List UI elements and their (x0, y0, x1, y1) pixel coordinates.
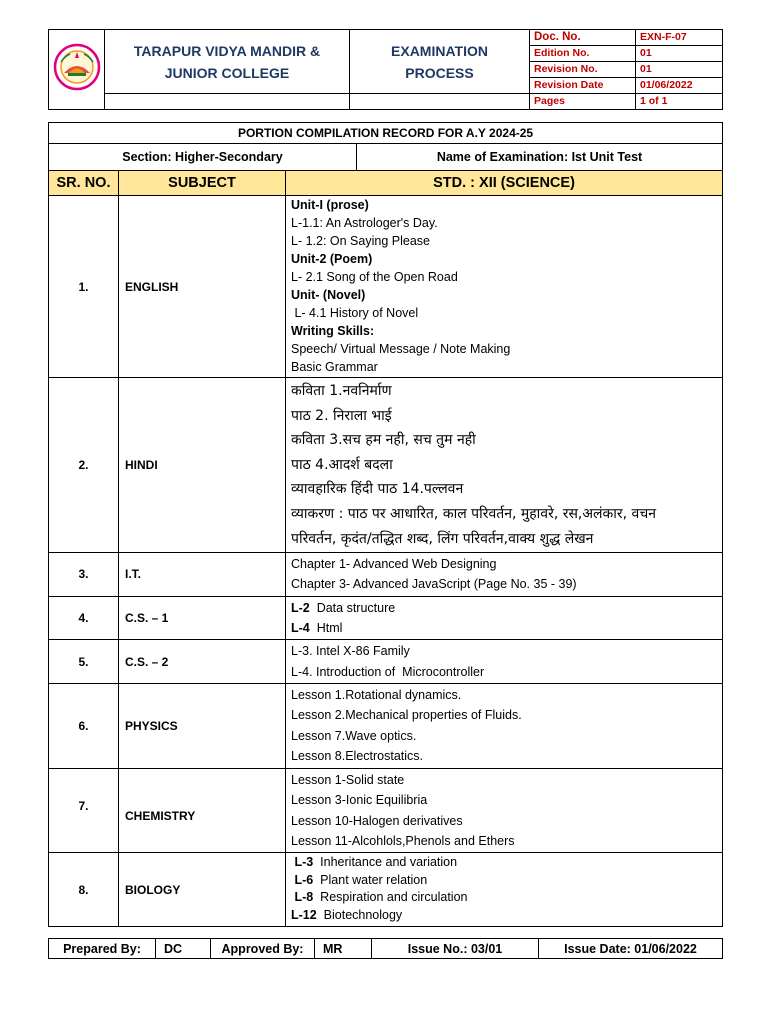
sr-no: 1. (49, 196, 119, 378)
content-line: कविता 3.सच हम नही, सच तुम नही (291, 432, 476, 449)
sr-no: 3. (49, 553, 119, 597)
edition-no-label: Edition No. (530, 46, 636, 62)
subject-name: C.S. – 1 (119, 596, 286, 640)
content-line: Unit-2 (Poem) (291, 252, 373, 266)
content-line: Chapter 1- Advanced Web Designing (291, 557, 497, 572)
content-line: Chapter 3- Advanced JavaScript (Page No. 35 - 39) (291, 577, 577, 592)
subject-name: BIOLOGY (119, 853, 286, 927)
content-line: L-4. Introduction of Microcontroller (291, 664, 485, 679)
content-line: L-3 Inheritance and variation (291, 855, 458, 870)
col-subject: SUBJECT (119, 171, 286, 196)
process-name-cell (350, 30, 530, 94)
approved-by-label: Approved By: (211, 939, 315, 959)
portion-content (286, 553, 723, 597)
school-logo-icon (52, 42, 102, 92)
portion-content (286, 683, 723, 768)
logo-cell (49, 30, 105, 110)
record-title: PORTION COMPILATION RECORD FOR A.Y 2024-25 (49, 123, 723, 144)
content-line: L-2 Data structure (291, 600, 396, 615)
pages-label: Pages (530, 94, 636, 110)
blank-cell-left (105, 94, 350, 110)
content-line: L-3. Intel X-86 Family (291, 644, 410, 659)
portion-content (286, 853, 723, 927)
content-line: Writing Skills: (291, 324, 375, 338)
table-row (49, 553, 723, 597)
blank-cell-right (350, 94, 530, 110)
content-line: Lesson 10-Halogen derivatives (291, 813, 463, 828)
sr-no: 8. (49, 853, 119, 927)
subject-name: C.S. – 2 (119, 640, 286, 684)
portion-record-table (48, 122, 723, 927)
content-line: परिवर्तन, कृदंत/तद्धित शब्द, लिंग परिवर्तन,वाक्य शुद्ध लेखन (291, 530, 594, 547)
subject-name: ENGLISH (119, 196, 286, 378)
process-name-line1: EXAMINATION (391, 42, 488, 59)
content-line: Lesson 1-Solid state (291, 772, 405, 787)
approved-by-value: MR (315, 939, 372, 959)
sr-no: 5. (49, 640, 119, 684)
issue-no: Issue No.: 03/01 (372, 939, 539, 959)
revision-date-label: Revision Date (530, 78, 636, 94)
portion-content (286, 196, 723, 378)
table-row (49, 683, 723, 768)
content-line: पाठ 2. निराला भाई (291, 407, 392, 424)
content-line: व्याकरण : पाठ पर आधारित, काल परिवर्तन, मुहावरे, रस,अलंकार, वचन (291, 505, 656, 522)
portion-content (286, 378, 723, 553)
content-line: L- 4.1 History of Novel (291, 306, 419, 320)
sr-no: 2. (49, 378, 119, 553)
subject-name: I.T. (119, 553, 286, 597)
sr-no: 6. (49, 683, 119, 768)
content-line: Basic Grammar (291, 360, 378, 374)
col-std: STD. : XII (SCIENCE) (286, 171, 723, 196)
content-line: L- 2.1 Song of the Open Road (291, 270, 458, 284)
table-row (49, 196, 723, 378)
exam-name-label: Name of Examination: Ist Unit Test (357, 144, 723, 171)
document-header (48, 29, 723, 110)
doc-no-value: EXN-F-07 (636, 30, 723, 46)
table-row (49, 378, 723, 553)
portion-content (286, 768, 723, 852)
pages-value: 1 of 1 (636, 94, 723, 110)
revision-date-value: 01/06/2022 (636, 78, 723, 94)
content-line: Lesson 7.Wave optics. (291, 728, 417, 743)
content-line: L-1.1: An Astrologer's Day. (291, 216, 438, 230)
subject-name: PHYSICS (119, 683, 286, 768)
content-line: L-6 Plant water relation (291, 872, 428, 887)
table-row (49, 768, 723, 852)
content-line: Lesson 2.Mechanical properties of Fluids. (291, 708, 522, 723)
content-line: व्यावहारिक हिंदी पाठ 14.पल्लवन (291, 481, 464, 498)
content-line: पाठ 4.आदर्श बदला (291, 456, 393, 473)
subject-name: HINDI (119, 378, 286, 553)
school-name-line1: TARAPUR VIDYA MANDIR & (133, 42, 321, 59)
content-line: Lesson 8.Electrostatics. (291, 748, 424, 763)
content-line: Unit- (Novel) (291, 288, 366, 302)
document-footer (48, 938, 723, 959)
content-line: L-4 Html (291, 621, 343, 636)
content-line: L- 1.2: On Saying Please (291, 234, 430, 248)
prepared-by-value: DC (156, 939, 211, 959)
content-line: Lesson 3-Ionic Equilibria (291, 793, 428, 808)
sr-no: 7. (49, 768, 119, 852)
school-name-cell (105, 30, 350, 94)
content-line: L-12 Biotechnology (291, 907, 403, 922)
doc-no-label: Doc. No. (530, 30, 636, 46)
portion-content (286, 640, 723, 684)
revision-no-label: Revision No. (530, 62, 636, 78)
portion-content (286, 596, 723, 640)
issue-date: Issue Date: 01/06/2022 (539, 939, 723, 959)
table-row (49, 640, 723, 684)
content-line: कविता 1.नवनिर्माण (291, 383, 392, 399)
content-line: Speech/ Virtual Message / Note Making (291, 342, 511, 356)
school-name-line2: JUNIOR COLLEGE (164, 64, 290, 81)
section-label: Section: Higher-Secondary (49, 144, 357, 171)
subject-name: CHEMISTRY (119, 768, 286, 852)
table-row (49, 596, 723, 640)
sr-no: 4. (49, 596, 119, 640)
col-sr-no: SR. NO. (49, 171, 119, 196)
process-name-line2: PROCESS (405, 64, 474, 81)
table-row (49, 853, 723, 927)
edition-no-value: 01 (636, 46, 723, 62)
content-line: Lesson 1.Rotational dynamics. (291, 687, 462, 702)
revision-no-value: 01 (636, 62, 723, 78)
content-line: Lesson 11-Alcohlols,Phenols and Ethers (291, 833, 515, 848)
prepared-by-label: Prepared By: (49, 939, 156, 959)
content-line: L-8 Respiration and circulation (291, 890, 468, 905)
content-line: Unit-I (prose) (291, 198, 369, 212)
